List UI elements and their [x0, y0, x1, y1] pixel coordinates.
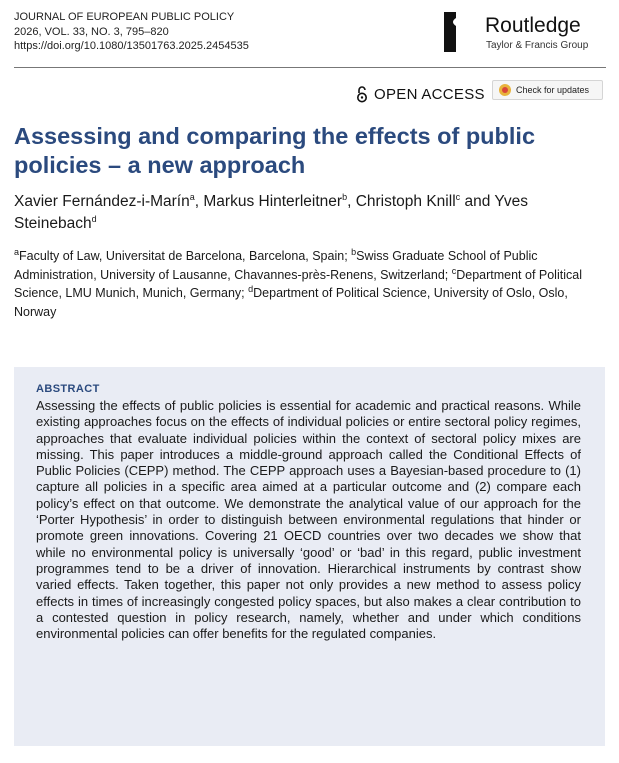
- author-name[interactable]: Markus Hinterleitner: [203, 193, 343, 210]
- open-access-label: OPEN ACCESS: [374, 85, 485, 103]
- author-affiliation-marker: c: [455, 191, 461, 202]
- crossmark-icon: [499, 84, 511, 96]
- abstract-heading: ABSTRACT: [36, 383, 100, 395]
- author-name[interactable]: Yves Steinebach: [14, 193, 528, 232]
- open-access-badge: [356, 85, 485, 103]
- publisher-subtitle: Taylor & Francis Group: [486, 40, 589, 51]
- author-affiliation-marker: b: [342, 191, 348, 202]
- affiliation-marker: a: [14, 246, 20, 257]
- affiliation-marker: b: [351, 246, 357, 257]
- author-affiliation-marker: a: [189, 191, 195, 202]
- routledge-mark-icon: [443, 12, 457, 52]
- abstract-panel: [14, 367, 605, 746]
- open-lock-icon: [356, 85, 368, 103]
- doi-link[interactable]: https://doi.org/10.1080/13501763.2025.2454535: [14, 40, 249, 52]
- affiliation-text: Swiss Graduate School of Public Administration, University of Lausanne, Chavannes-près-Renens, Switzerland;: [14, 249, 538, 282]
- affiliation-marker: d: [248, 283, 254, 294]
- author-separator: ,: [194, 193, 204, 210]
- check-for-updates-label: Check for updates: [516, 85, 590, 95]
- publisher-logo: [443, 10, 608, 56]
- journal-name: JOURNAL OF EUROPEAN PUBLIC POLICY: [14, 11, 235, 23]
- affiliation-marker: c: [451, 265, 457, 276]
- author-separator: ,: [347, 193, 356, 210]
- affiliation-text: Faculty of Law, Universitat de Barcelona, Barcelona, Spain;: [19, 249, 352, 263]
- author-list: [14, 191, 604, 235]
- check-for-updates-button[interactable]: [492, 80, 603, 100]
- affiliations: [14, 247, 608, 321]
- journal-info: [14, 10, 249, 54]
- author-affiliation-marker: d: [91, 213, 97, 224]
- author-separator: and: [460, 193, 495, 210]
- affiliation-text: Department of Political Science, LMU Munich, Munich, Germany;: [14, 267, 582, 300]
- article-title: Assessing and comparing the effects of public policies – a new approach: [14, 123, 536, 178]
- author-name[interactable]: Christoph Knill: [355, 193, 456, 210]
- author-name[interactable]: Xavier Fernández-i-Marín: [14, 193, 190, 210]
- journal-citation: 2026, VOL. 33, NO. 3, 795–820: [14, 25, 169, 38]
- header-divider: [14, 67, 606, 68]
- affiliation-text: Department of Political Science, University of Oslo, Oslo, Norway: [14, 286, 568, 319]
- publisher-name: Routledge: [485, 14, 581, 37]
- abstract-text: Assessing the effects of public policies is essential for academic and practical reasons. While existing approaches focus on the effects of individual policies or entire sectoral policy regimes, approaches that evaluate individual policies within the context of sectoral policy mixes are missing. This paper introduces a middle-ground approach called the Conditional Effects of Public Policies (CEPP) method. The CEPP approach uses a Bayesian-based procedure to (1) capture all policies in a specific area aimed at a particular outcome and (2) compare each policy’s effect on that outcome. We demonstrate the analytical value of our approach for the ‘Porter Hypothesis’ in order to distinguish between environmental regulations that hinder or promote green innovations. Covering 21 OECD countries over two decades we show that while no environmental policy is universally ‘good’ or ‘bad’ in this regard, public investment programmes tend to be a driver of innovation. Hierarchical instruments by contrast show varied effects. Taken together, this paper not only provides a new method to assess policy effects in times of increasingly congested policy spaces, but also makes a clear contribution to a contested question in policy research, namely, whether and under which conditions environmental policies can offer benefits for the regulated companies.: [36, 398, 581, 642]
